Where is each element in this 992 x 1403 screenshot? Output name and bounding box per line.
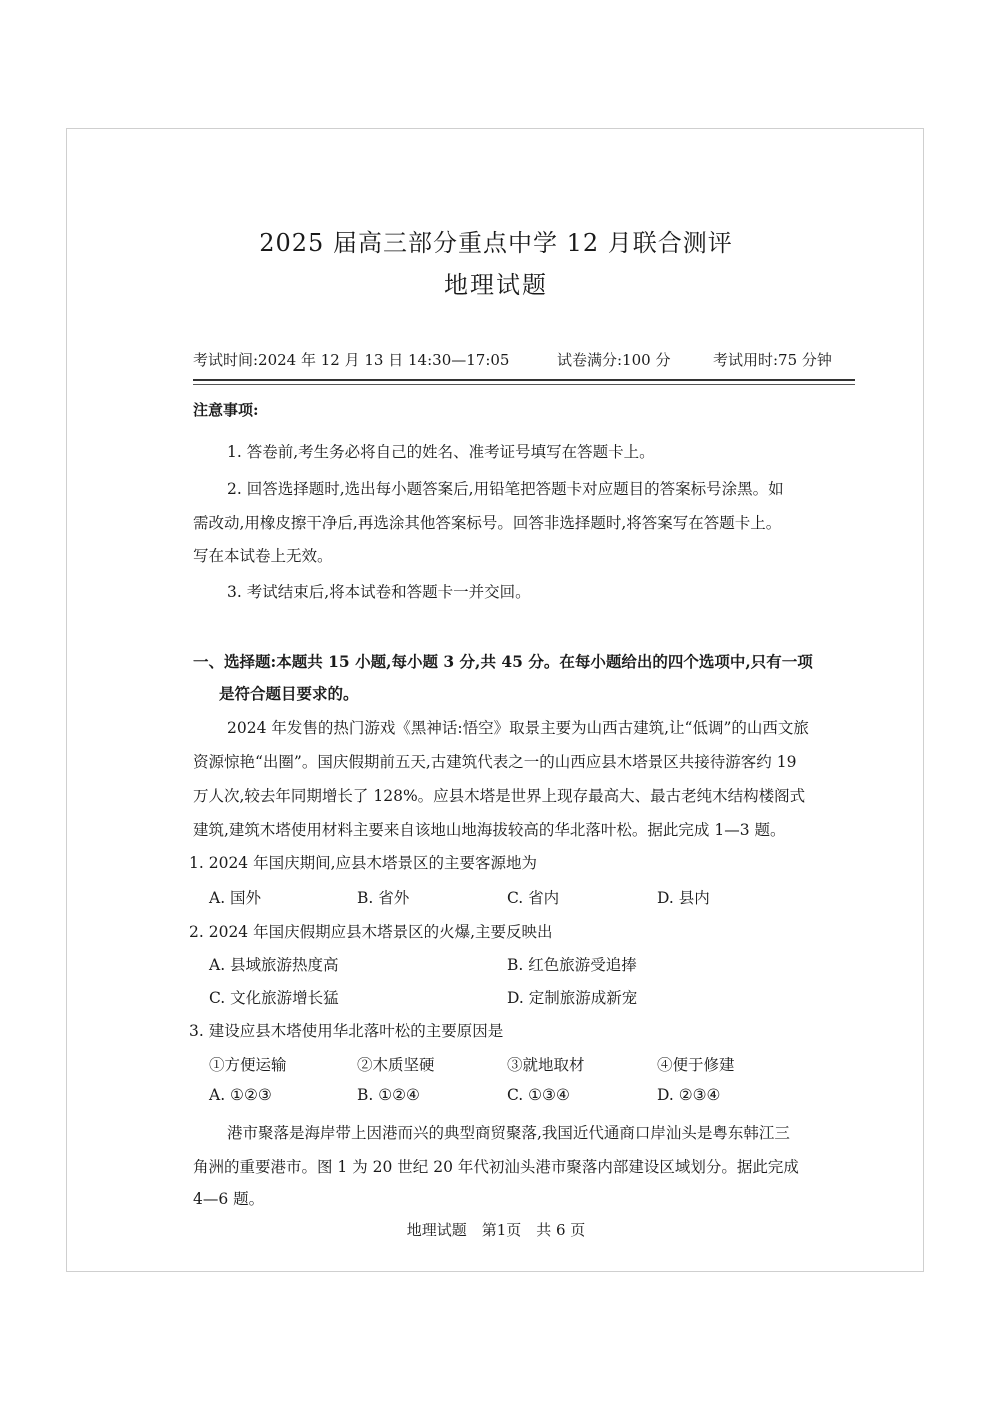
passage-1-line-4: 建筑,建筑木塔使用材料主要来自该地山地海拔较高的华北落叶松。据此完成 1—3 题。 [193, 821, 786, 839]
header-rule-thick [193, 379, 855, 381]
question-3-statement-3: ③就地取材 [507, 1056, 585, 1074]
notice-heading: 注意事项: [193, 401, 259, 419]
question-2-option-d: D. 定制旅游成新宠 [507, 989, 638, 1007]
question-2-option-b: B. 红色旅游受追捧 [507, 956, 637, 974]
header-rule-thin [193, 384, 855, 385]
subject-title: 地理试题 [444, 271, 548, 299]
passage-2-line-2: 角洲的重要港市。图 1 为 20 世纪 20 年代初汕头港市聚落内部建设区域划分。据此完成 [193, 1158, 799, 1176]
passage-2-line-3: 4—6 题。 [193, 1190, 265, 1208]
question-2-option-c: C. 文化旅游增长猛 [209, 989, 339, 1007]
question-2-stem: 2. 2024 年国庆假期应县木塔景区的火爆,主要反映出 [189, 923, 553, 941]
question-3-stem: 3. 建设应县木塔使用华北落叶松的主要原因是 [189, 1022, 504, 1040]
notice-item-1: 1. 答卷前,考生务必将自己的姓名、准考证号填写在答题卡上。 [227, 443, 655, 461]
full-score: 试卷满分:100 分 [557, 351, 671, 369]
notice-item-2-line-1: 2. 回答选择题时,选出每小题答案后,用铅笔把答题卡对应题目的答案标号涂黑。如 [227, 480, 784, 498]
question-2-option-a: A. 县域旅游热度高 [209, 956, 339, 974]
question-3-option-d: D. ②③④ [657, 1086, 721, 1104]
question-1-option-b: B. 省外 [357, 889, 410, 907]
question-3-statement-4: ④便于修建 [657, 1056, 735, 1074]
passage-2-line-1: 港市聚落是海岸带上因港而兴的典型商贸聚落,我国近代通商口岸汕头是粤东韩江三 [227, 1124, 790, 1142]
passage-1-line-1: 2024 年发售的热门游戏《黑神话:悟空》取景主要为山西古建筑,让“低调”的山西文旅 [227, 719, 809, 737]
question-3-option-a: A. ①②③ [209, 1086, 272, 1104]
exam-duration: 考试用时:75 分钟 [713, 351, 832, 369]
passage-1-line-2: 资源惊艳“出圈”。国庆假期前五天,古建筑代表之一的山西应县木塔景区共接待游客约 19 [193, 753, 797, 771]
passage-1-line-3: 万人次,较去年同期增长了 128%。应县木塔是世界上现存最高大、最古老纯木结构楼阁式 [193, 787, 806, 805]
exam-title: 2025 届高三部分重点中学 12 月联合测评 [259, 229, 733, 257]
question-1-option-c: C. 省内 [507, 889, 560, 907]
question-3-option-b: B. ①②④ [357, 1086, 420, 1104]
page-footer: 地理试题 第1页 共 6 页 [406, 1221, 586, 1239]
notice-item-2-line-3: 写在本试卷上无效。 [193, 547, 333, 565]
question-3-statement-2: ②木质坚硬 [357, 1056, 435, 1074]
question-1-option-a: A. 国外 [209, 889, 262, 907]
question-1-stem: 1. 2024 年国庆期间,应县木塔景区的主要客源地为 [189, 854, 538, 872]
notice-item-2-line-2: 需改动,用橡皮擦干净后,再选涂其他答案标号。回答非选择题时,将答案写在答题卡上。 [193, 514, 782, 532]
question-1-option-d: D. 县内 [657, 889, 710, 907]
notice-item-3: 3. 考试结束后,将本试卷和答题卡一并交回。 [227, 583, 531, 601]
section-1-heading: 一、选择题:本题共 15 小题,每小题 3 分,共 45 分。在每小题给出的四个选项中,只有一项 [193, 652, 813, 671]
exam-page [66, 128, 924, 1272]
exam-time: 考试时间:2024 年 12 月 13 日 14:30—17:05 [193, 351, 510, 369]
question-3-option-c: C. ①③④ [507, 1086, 570, 1104]
question-3-statement-1: ①方便运输 [209, 1056, 287, 1074]
section-1-heading-cont: 是符合题目要求的。 [219, 684, 359, 703]
